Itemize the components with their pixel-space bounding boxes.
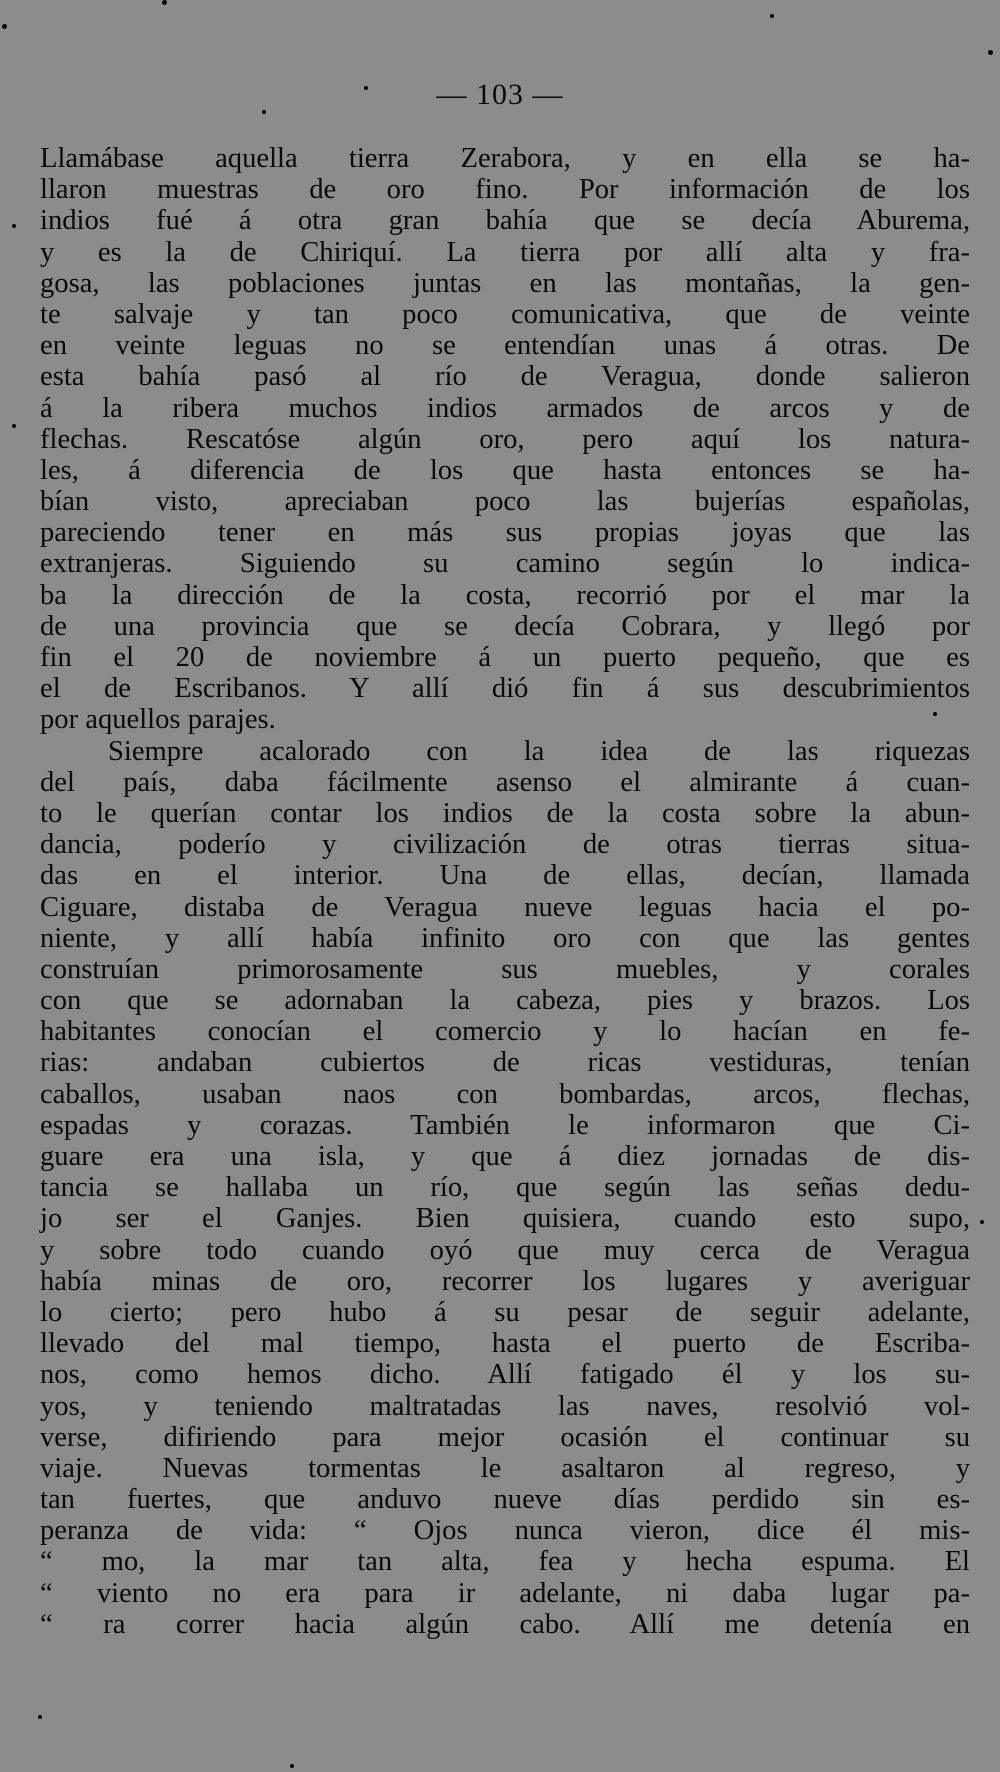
text-line: verse, difiriendo para mejor ocasión el continuar su: [40, 1421, 970, 1453]
print-speck: [988, 50, 993, 55]
text-line: esta bahía pasó al río de Veragua, donde salieron: [40, 361, 970, 393]
text-line: por aquellos parajes.: [40, 704, 276, 736]
text-line: y sobre todo cuando oyó que muy cerca de Veragua: [40, 1234, 970, 1266]
print-speck: [262, 110, 266, 114]
text-line: nos, como hemos dicho. Allí fatigado él y los su-: [40, 1359, 970, 1391]
print-speck: [12, 224, 16, 228]
text-line: flechas. Rescatóse algún oro, pero aquí los natura-: [40, 423, 970, 455]
text-line: guare era una isla, y que á diez jornadas de dis-: [40, 1141, 970, 1172]
text-line: indios fué á otra gran bahía que se decía Aburema,: [40, 205, 970, 237]
text-line: llaron muestras de oro fino. Por información de los: [40, 174, 970, 206]
text-line: Llamábase aquella tierra Zerabora, y en ella se ha-: [40, 143, 970, 174]
text-line: yos, y teniendo maltratadas las naves, resolvió vol-: [40, 1390, 970, 1422]
text-line: con que se adornaban la cabeza, pies y brazos. Los: [40, 985, 970, 1017]
text-line: fin el 20 de noviembre á un puerto pequeño, que es: [40, 642, 970, 673]
text-line: caballos, usaban naos con bombardas, arcos, flechas,: [40, 1078, 970, 1110]
text-line: tan fuertes, que anduvo nueve días perdido sin es-: [40, 1484, 970, 1516]
text-line: Ciguare, distaba de Veragua nueve leguas hacia el po-: [40, 891, 970, 923]
text-line: de una provincia que se decía Cobrara, y llegó por: [40, 610, 970, 642]
text-line: extranjeras. Siguiendo su camino según lo indica-: [40, 548, 970, 580]
text-line: lo cierto; pero hubo á su pesar de seguir adelante,: [40, 1296, 970, 1328]
text-line: habitantes conocían el comercio y lo hacían en fe-: [40, 1016, 970, 1048]
text-line: á la ribera muchos indios armados de arcos y de: [40, 392, 970, 424]
text-line: das en el interior. Una de ellas, decían, llamada: [40, 860, 970, 892]
text-line: el de Escribanos. Y allí dió fin á sus descubrimientos: [40, 673, 970, 705]
text-line: “ viento no era para ir adelante, ni daba lugar pa-: [40, 1577, 970, 1609]
print-speck: [933, 712, 937, 716]
print-speck: [38, 1715, 42, 1719]
text-line: Siempre acalorado con la idea de las riquezas: [108, 735, 970, 767]
body-text: [40, 143, 970, 1640]
text-line: niente, y allí había infinito oro con que las gentes: [40, 922, 970, 954]
text-line: había minas de oro, recorrer los lugares y averiguar: [40, 1265, 970, 1297]
print-speck: [162, 0, 167, 5]
print-speck: [290, 1764, 294, 1768]
text-line: viaje. Nuevas tormentas le asaltaron al regreso, y: [40, 1452, 970, 1484]
text-line: y es la de Chiriquí. La tierra por allí alta y fra-: [40, 236, 970, 268]
page-number: — 103 —: [436, 78, 564, 111]
text-line: ba la dirección de la costa, recorrió por el mar la: [40, 579, 970, 611]
text-line: rias: andaban cubiertos de ricas vestiduras, tenían: [40, 1047, 970, 1079]
print-speck: [364, 86, 368, 90]
text-line: llevado del mal tiempo, hasta el puerto de Escriba-: [40, 1328, 970, 1360]
text-line: “ mo, la mar tan alta, fea y hecha espuma. El: [40, 1546, 970, 1578]
text-line: espadas y corazas. También le informaron que Ci-: [40, 1109, 970, 1141]
text-line: “ ra correr hacia algún cabo. Allí me detenía en: [40, 1608, 970, 1640]
text-line: jo ser el Ganjes. Bien quisiera, cuando esto supo,: [40, 1203, 970, 1235]
text-line: del país, daba fácilmente asenso el almirante á cuan-: [40, 766, 970, 798]
print-speck: [12, 424, 16, 428]
text-line: tancia se hallaba un río, que según las señas dedu-: [40, 1172, 970, 1204]
text-line: bían visto, apreciaban poco las bujerías españolas,: [40, 486, 970, 518]
text-line: te salvaje y tan poco comunicativa, que de veinte: [40, 298, 970, 330]
text-line: to le querían contar los indios de la costa sobre la abun-: [40, 797, 970, 829]
text-line: en veinte leguas no se entendían unas á otras. De: [40, 330, 970, 362]
print-speck: [770, 14, 774, 18]
text-line: construían primorosamente sus muebles, y corales: [40, 953, 970, 985]
text-line: peranza de vida: “ Ojos nunca vieron, dice él mis-: [40, 1515, 970, 1547]
print-speck: [2, 24, 7, 29]
text-line: dancia, poderío y civilización de otras tierras situa-: [40, 829, 970, 861]
text-line: les, á diferencia de los que hasta entonces se ha-: [40, 454, 970, 486]
print-speck: [980, 1220, 984, 1224]
text-line: gosa, las poblaciones juntas en las montañas, la gen-: [40, 267, 970, 299]
text-line: pareciendo tener en más sus propias joyas que las: [40, 517, 970, 549]
